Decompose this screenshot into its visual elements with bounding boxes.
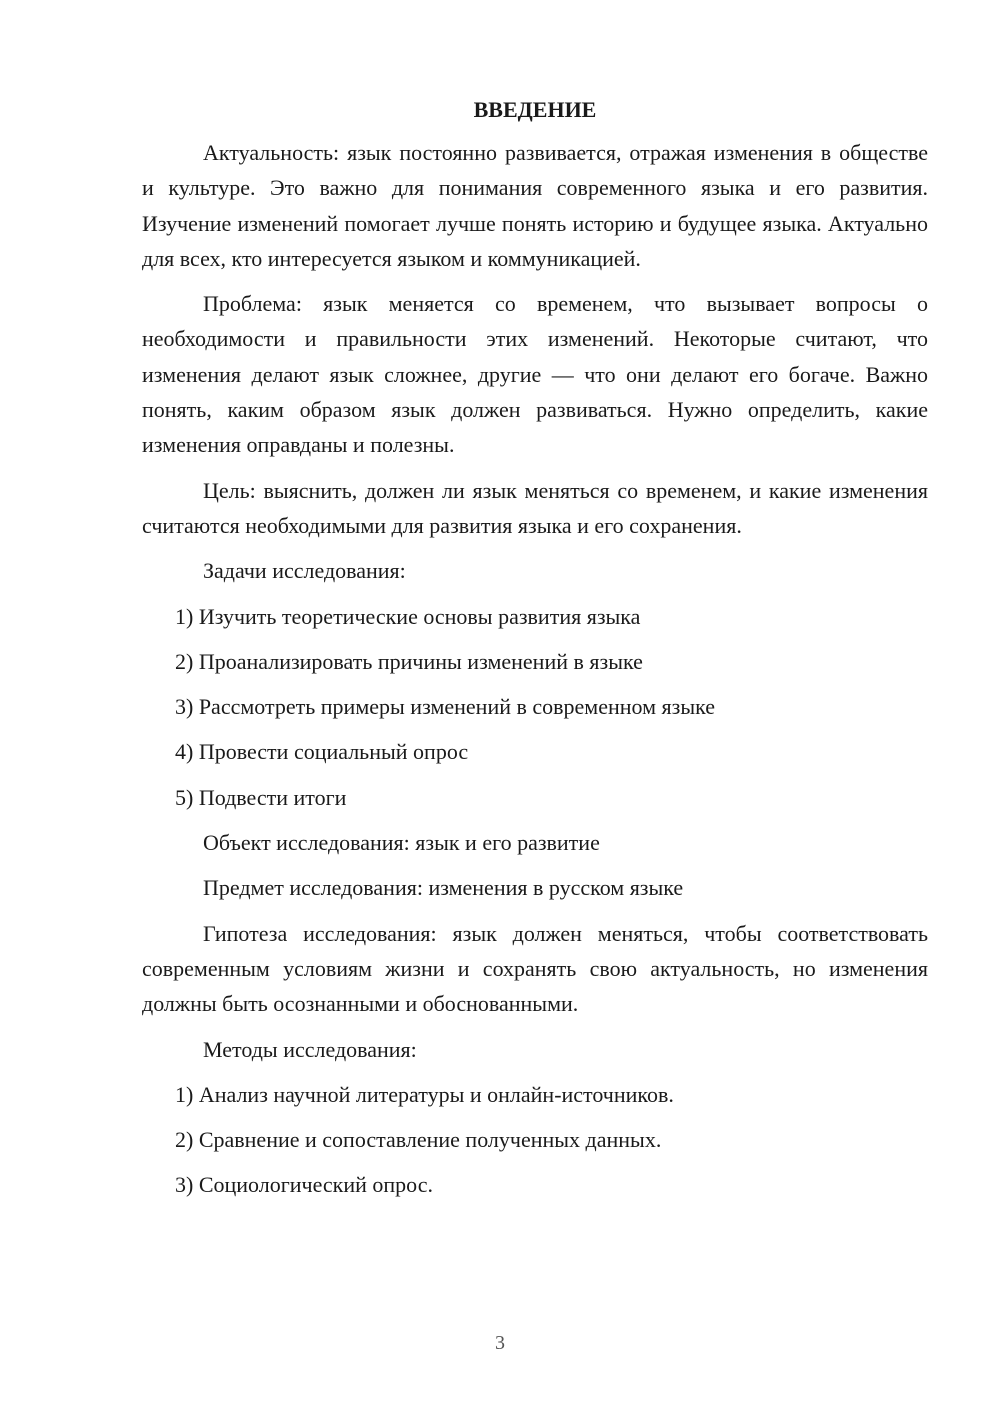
subject-line: Предмет исследования: изменения в русском языке: [203, 875, 684, 901]
method-item: 2) Сравнение и сопоставление полученных данных.: [175, 1127, 662, 1153]
relevance-paragraph: Актуальность: язык постоянно развивается, отражая изменения в обществе и культуре. Это важно для понимания современного языка и его развития. Изучение изменений помогает лучше понять историю и будущее языка. Актуально для всех, кто интересуется языком и коммуникацией.: [142, 140, 928, 271]
method-item: 1) Анализ научной литературы и онлайн-источников.: [175, 1081, 674, 1107]
hypothesis-paragraph: Гипотеза исследования: язык должен меняться, чтобы соответствовать современным условиям жизни и сохранять свою актуальность, но изменения должны быть осознанными и обоснованными.: [142, 920, 928, 1017]
object-line: Объект исследования: язык и его развитие: [203, 830, 600, 856]
task-item: 4) Провести социальный опрос: [175, 739, 469, 765]
tasks-heading: Задачи исследования:: [203, 558, 406, 584]
method-item: 3) Социологический опрос.: [175, 1172, 433, 1198]
page-number: 3: [495, 1332, 505, 1354]
document-page: [142, 92, 928, 1213]
problem-paragraph: Проблема: язык меняется со временем, что вызывает вопросы о необходимости и правильности этих изменений. Некоторые считают, что изменения делают язык сложнее, другие — что они делают его богаче. Важно понять, каким образом язык должен развиваться. Нужно определить, какие изменения оправданы и полезны.: [142, 291, 928, 458]
task-item: 1) Изучить теоретические основы развития языка: [175, 603, 641, 629]
task-item: 2) Проанализировать причины изменений в языке: [175, 648, 643, 674]
methods-heading: Методы исследования:: [203, 1036, 417, 1062]
goal-paragraph: Цель: выяснить, должен ли язык меняться со временем, и какие изменения считаются необходимыми для развития языка и его сохранения.: [142, 477, 928, 538]
task-item: 5) Подвести итоги: [175, 784, 347, 810]
task-item: 3) Рассмотреть примеры изменений в современном языке: [175, 694, 716, 720]
section-title: ВВЕДЕНИЕ: [473, 97, 597, 122]
